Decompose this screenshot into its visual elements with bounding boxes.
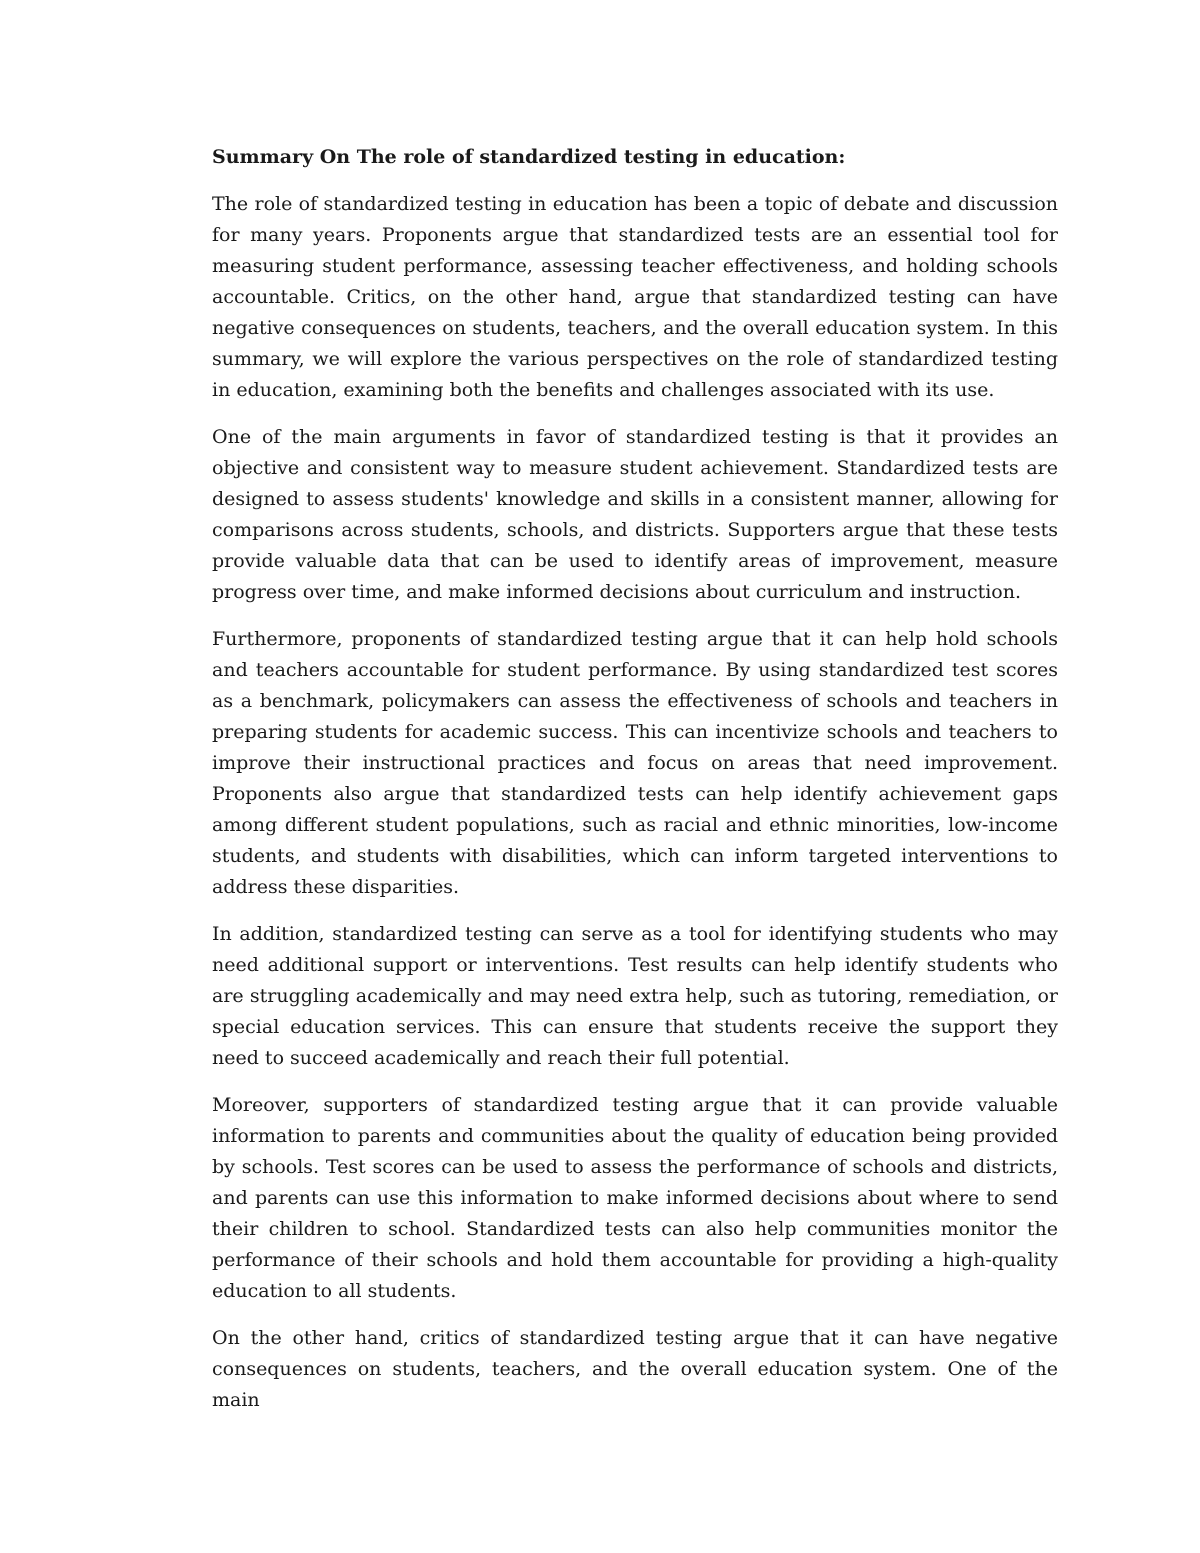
paragraph-3: Furthermore, proponents of standardized testing argue that it can help hold schools and teachers accountable for student performance. By using standardized test scores as a benchmark, policymakers can assess the effectiveness of schools and teachers in preparing students for academic success. This can incentivize schools and teachers to improve their instructional practices and focus on areas that need improvement. Proponents also argue that standardized tests can help identify achievement gaps among different student populations, such as racial and ethnic minorities, low-income students, and students with disabilities, which can inform targeted interventions to address these disparities. <box>212 628 1058 898</box>
paragraph-4: In addition, standardized testing can serve as a tool for identifying students who may need additional support or interventions. Test results can help identify students who are struggling academically and may need extra help, such as tutoring, remediation, or special education services. This can ensure that students receive the support they need to succeed academically and reach their full potential. <box>212 923 1058 1069</box>
paragraph-1: The role of standardized testing in education has been a topic of debate and discussion for many years. Proponents argue that standardized tests are an essential tool for measuring student performance, assessing teacher effectiveness, and holding schools accountable. Critics, on the other hand, argue that standardized testing can have negative consequences on students, teachers, and the overall education system. In this summary, we will explore the various perspectives on the role of standardized testing in education, examining both the benefits and challenges associated with its use. <box>212 193 1058 401</box>
document-body <box>212 142 1058 1432</box>
paragraph-5: Moreover, supporters of standardized testing argue that it can provide valuable information to parents and communities about the quality of education being provided by schools. Test scores can be used to assess the performance of schools and districts, and parents can use this information to make informed decisions about where to send their children to school. Standardized tests can also help communities monitor the performance of their schools and hold them accountable for providing a high-quality education to all students. <box>212 1094 1058 1302</box>
paragraph-6: On the other hand, critics of standardized testing argue that it can have negative consequences on students, teachers, and the overall education system. One of the main <box>212 1327 1058 1411</box>
paragraph-2: One of the main arguments in favor of standardized testing is that it provides an objective and consistent way to measure student achievement. Standardized tests are designed to assess students' knowledge and skills in a consistent manner, allowing for comparisons across students, schools, and districts. Supporters argue that these tests provide valuable data that can be used to identify areas of improvement, measure progress over time, and make informed decisions about curriculum and instruction. <box>212 426 1058 603</box>
document-title: Summary On The role of standardized testing in education: <box>212 146 846 168</box>
